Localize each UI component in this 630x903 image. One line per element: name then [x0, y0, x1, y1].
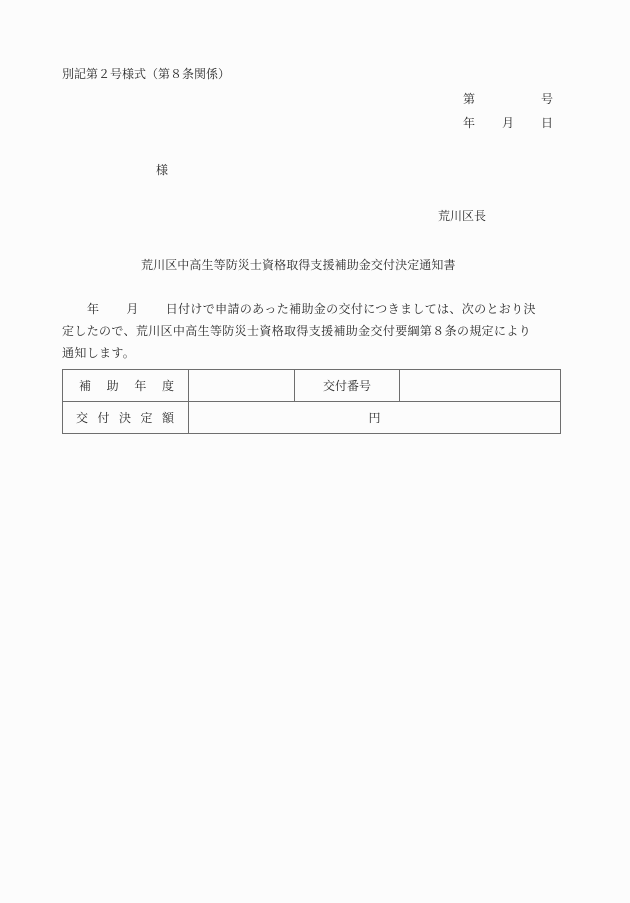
fiscal-year-label-cell — [63, 370, 189, 402]
grant-amount-label-cell — [63, 402, 189, 434]
subsidy-info-table — [62, 369, 561, 434]
doc-number-prefix: 第 — [463, 92, 476, 106]
date-day-label: 日 — [541, 116, 554, 130]
body-line-1 — [62, 298, 562, 320]
document-title: 荒川区中高生等防災士資格取得支援補助金交付決定通知書 — [141, 258, 456, 272]
date-year-label: 年 — [463, 116, 476, 130]
grant-amount-label-char: 交 — [76, 411, 89, 425]
grant-amount-label-char: 決 — [118, 411, 131, 425]
fiscal-year-label-char: 補 — [79, 379, 92, 393]
table-row-grant-amount — [63, 402, 561, 434]
fiscal-year-label-char: 度 — [161, 379, 174, 393]
fiscal-year-label-char: 助 — [106, 379, 119, 393]
grant-amount-label-char: 額 — [161, 411, 174, 425]
body-line-1-text: 日付けで申請のあった補助金の交付につきましては、次のとおり決 — [165, 302, 536, 316]
grant-amount-label-char: 付 — [97, 411, 110, 425]
body-text — [62, 298, 562, 364]
yen-unit: 円 — [368, 411, 381, 425]
grant-number-label-cell: 交付番号 — [295, 370, 400, 402]
body-line-2: 定したので、荒川区中高生等防災士資格取得支援補助金交付要綱第８条の規定により — [62, 324, 532, 338]
body-year-label: 年 — [87, 302, 100, 316]
grant-number-value-cell[interactable] — [400, 370, 561, 402]
fiscal-year-label-char: 年 — [134, 379, 147, 393]
date-month-label: 月 — [502, 116, 515, 130]
table-row-fiscal-year — [63, 370, 561, 402]
body-line-3: 通知します。 — [62, 346, 136, 360]
form-label: 別記第２号様式（第８条関係） — [62, 67, 231, 81]
grant-amount-value-cell[interactable] — [189, 402, 561, 434]
grant-amount-label-char: 定 — [140, 411, 153, 425]
body-month-label: 月 — [126, 302, 139, 316]
addressee-suffix: 様 — [156, 163, 169, 177]
doc-number-suffix: 号 — [541, 92, 554, 106]
issuer: 荒川区長 — [438, 209, 487, 223]
fiscal-year-value-cell[interactable] — [189, 370, 295, 402]
